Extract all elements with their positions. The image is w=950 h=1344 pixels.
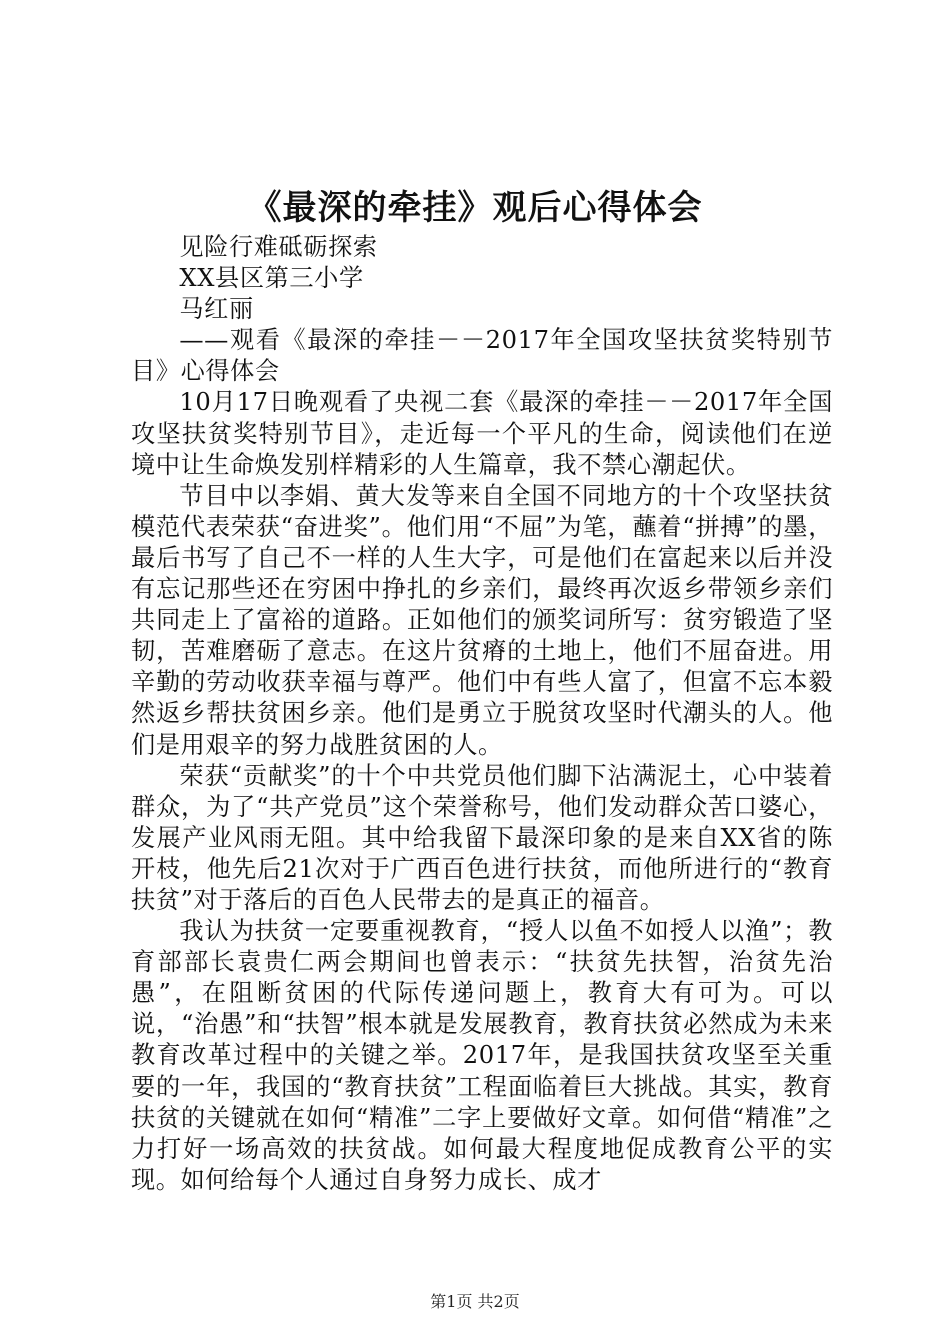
subtitle-line: 见险行难砥砺探索 <box>179 233 378 261</box>
page-footer: 第1页 共2页 <box>430 1292 520 1311</box>
body-paragraph: 节目中以李娟、黄大发等来自全国不同地方的十个攻坚扶贫模范代表荣获“奋进奖”。他们用“不屈”为笔，蘸着“拼搏”的墨，最后书写了自己不一样的人生大字，可是他们在富起来以后并没有忘记那些还在穷困中挣扎的乡亲们，最终再次返乡带领乡亲们共同走上了富裕的道路。正如他们的颁奖词所写：贫穷锻造了坚韧，苦难磨砺了意志。在这片贫瘠的土地上，他们不屈奋进。用辛勤的劳动收获幸福与尊严。他们中有些人富了，但富不忘本毅然返乡帮扶贫困乡亲。他们是勇立于脱贫攻坚时代潮头的人。他们是用艰辛的努力战胜贫困的人。 <box>131 481 833 759</box>
document-title: 《最深的牵挂》观后心得体会 <box>247 188 703 228</box>
body-paragraph: 荣获“贡献奖”的十个中共党员他们脚下沾满泥土，心中装着群众，为了“共产党员”这个荣誉称号，他们发动群众苦口婆心，发展产业风雨无阻。其中给我留下最深印象的是来自XX省的陈开枝，他先后21次对于广西百色进行扶贫，而他所进行的“教育扶贫”对于落后的百色人民带去的是真正的福音。 <box>131 761 833 914</box>
program-line: ——观看《最深的牵挂－－2017年全国攻坚扶贫奖特别节目》心得体会 <box>131 326 833 386</box>
author-line: 马红丽 <box>179 295 254 324</box>
body-paragraph: 我认为扶贫一定要重视教育，“授人以鱼不如授人以渔”；教育部部长袁贵仁两会期间也曾表示：“扶贫先扶智，治贫先治愚”，在阻断贫困的代际传递问题上，教育大有可为。可以说，“治愚”和“扶智”根本就是发展教育，教育扶贫必然成为未来教育改革过程中的关键之举。2017年，是我国扶贫攻坚至关重要的一年，我国的“教育扶贫”工程面临着巨大挑战。其实，教育扶贫的关键就在如何“精准”二字上要做好文章。如何借“精准”之力打好一场高效的扶贫战。如何最大程度地促成教育公平的实现。如何给每个人通过自身努力成长、成才 <box>131 917 833 1194</box>
body-paragraph: 10月17日晚观看了央视二套《最深的牵挂－－2017年全国攻坚扶贫奖特别节目》，走近每一个平凡的生命，阅读他们在逆境中让生命焕发别样精彩的人生篇章，我不禁心潮起伏。 <box>131 388 833 479</box>
document-body <box>131 232 833 1196</box>
school-line: XX县区第三小学 <box>179 264 364 293</box>
